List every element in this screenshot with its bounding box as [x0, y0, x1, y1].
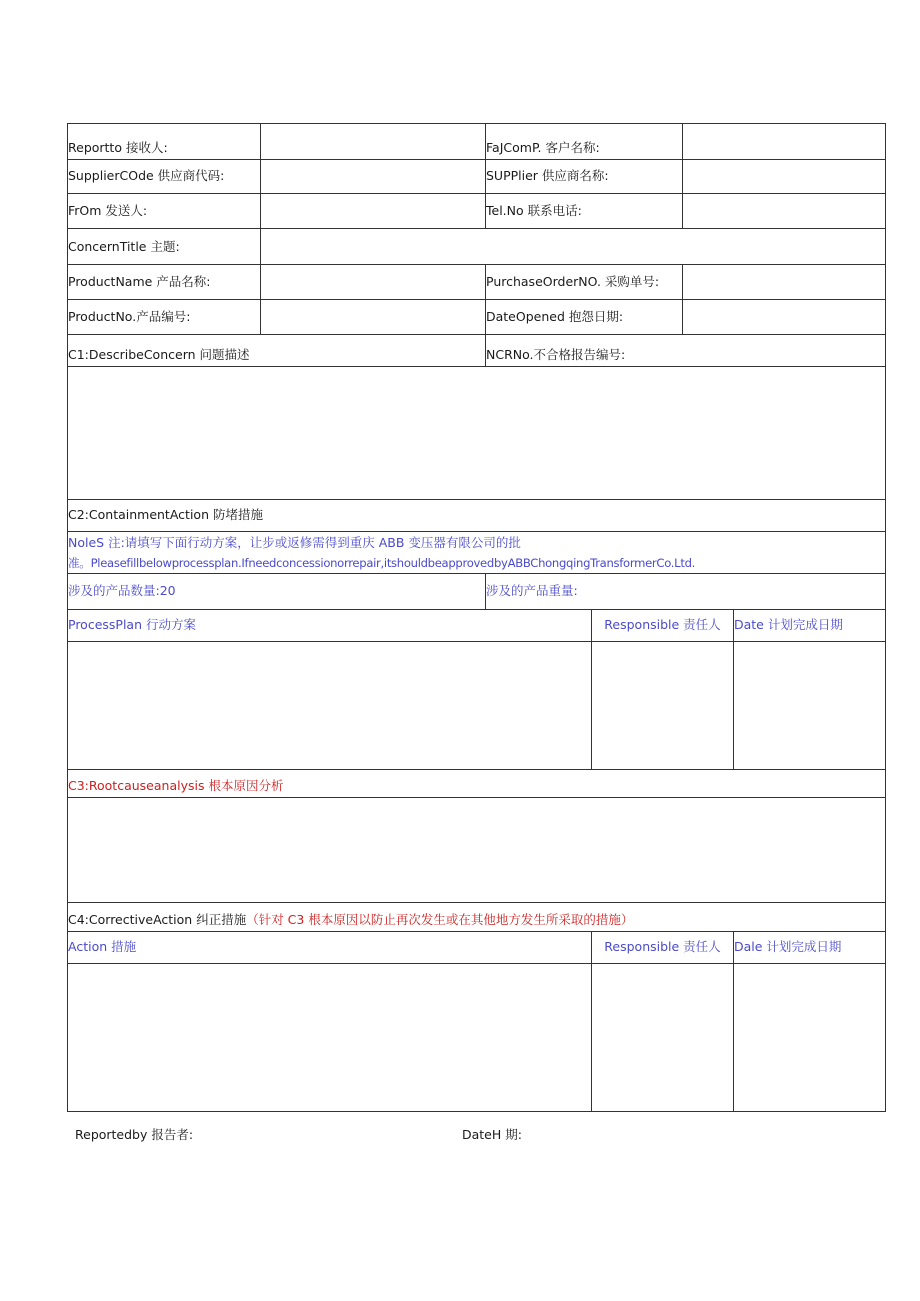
c4-title-note: （针对 C3 根本原因以防止再次发生或在其他地方发生所采取的措施） — [246, 912, 634, 927]
table-border-bottom — [67, 1111, 886, 1112]
product-no-field[interactable] — [261, 300, 485, 334]
c4-corrective-action-heading — [67, 902, 885, 931]
c1-concern-description-area[interactable] — [68, 367, 885, 499]
c4-date-header: Dale 计划完成日期 — [734, 939, 842, 954]
purchase-order-field[interactable] — [683, 265, 885, 299]
c4-action-header: Action 措施 — [68, 939, 137, 954]
c2-responsible-area[interactable] — [592, 642, 733, 769]
c4-action-area[interactable] — [68, 964, 591, 1111]
concern-title-label: ConcernTitle 主题: — [68, 238, 180, 254]
product-name-field[interactable] — [261, 265, 485, 299]
c1-describe-concern-heading: C1:DescribeConcern 问题描述 — [68, 347, 250, 362]
product-name-label: ProductName 产品名称: — [68, 273, 211, 289]
c3-root-cause-area[interactable] — [68, 798, 885, 902]
from-label: FrOm 发送人: — [68, 202, 148, 218]
customer-field[interactable] — [683, 124, 885, 159]
ncr-no-label: NCRNo.不合格报告编号: — [486, 347, 626, 362]
purchase-order-label: PurchaseOrderNO. 采购单号: — [486, 273, 660, 289]
c2-responsible-header: Responsible 责任人 — [604, 617, 721, 632]
report-date-label: DateH 期: — [462, 1127, 522, 1142]
c2-process-plan-area[interactable] — [68, 642, 591, 769]
report-to-field[interactable] — [261, 124, 485, 159]
c2-containment-heading: C2:ContainmentAction 防堵措施 — [68, 507, 263, 522]
c2-date-header: Date 计划完成日期 — [734, 617, 843, 632]
product-no-label: ProductNo.产品编号: — [68, 309, 191, 324]
supplier-code-label: SupplierCOde 供应商代码: — [68, 168, 225, 183]
from-field[interactable] — [261, 194, 485, 228]
concern-title-field[interactable] — [261, 229, 885, 264]
date-opened-field[interactable] — [683, 300, 885, 334]
supplier-label: SUPPlier 供应商名称: — [486, 168, 609, 183]
supplier-field[interactable] — [683, 160, 885, 193]
c2-product-weight-label: 涉及的产品重量: — [486, 583, 578, 598]
c2-process-plan-header: ProcessPlan 行动方案 — [68, 617, 196, 632]
c2-note-line2: 准。Pleasefillbelowprocessplan.Ifneedconcessionorrepair,itshouldbeapprovedbyABBChongqingTransformerCo.Ltd. — [68, 556, 696, 570]
tel-field[interactable] — [683, 194, 885, 228]
row-divider — [67, 531, 886, 532]
c4-responsible-header: Responsible 责任人 — [604, 939, 721, 954]
c2-product-quantity: 涉及的产品数量:20 — [68, 583, 176, 598]
report-to-label: Reportto 接收人: — [68, 140, 168, 155]
c4-title: C4:CorrectiveAction 纠正措施 — [68, 912, 247, 927]
c3-root-cause-heading: C3:Rootcauseanalysis 根本原因分析 — [68, 778, 284, 793]
table-border-right — [885, 123, 886, 1112]
c2-note-line1: NoleS 注:请填写下面行动方案，让步或返修需得到重庆 ABB 变压器有限公司的批 — [68, 535, 521, 550]
customer-label: FaJComP. 客户名称: — [486, 140, 600, 155]
c4-responsible-area[interactable] — [592, 964, 733, 1111]
c2-date-area[interactable] — [734, 642, 885, 769]
supplier-code-field[interactable] — [261, 160, 485, 193]
date-opened-label: DateOpened 抱怨日期: — [486, 309, 624, 324]
tel-label: Tel.No 联系电话: — [486, 202, 582, 218]
reported-by-label: Reportedby 报告者: — [75, 1127, 194, 1142]
c4-date-area[interactable] — [734, 964, 885, 1111]
